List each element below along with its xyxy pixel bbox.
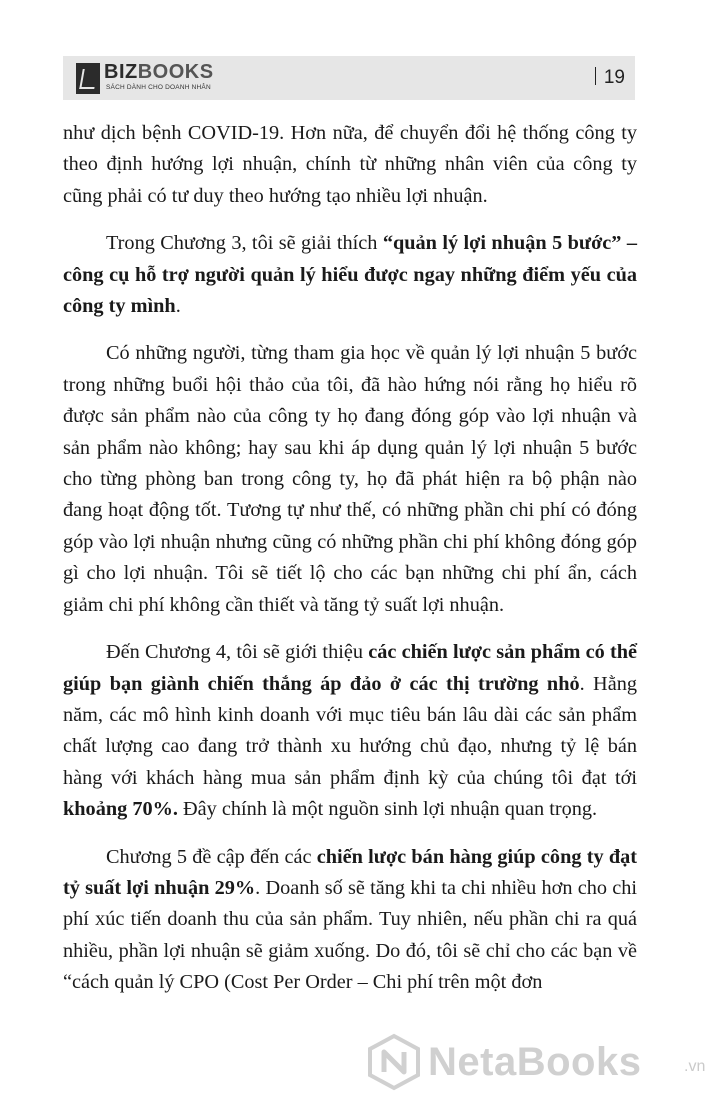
paragraph (63, 637, 637, 825)
text-run: Đến Chương 4, tôi sẽ giới thiệu (106, 641, 369, 664)
watermark-text: NetaBooks (428, 1040, 642, 1084)
paragraph (63, 228, 637, 322)
paragraph (63, 842, 637, 999)
text-run: . (175, 295, 181, 318)
page-number-divider (595, 67, 596, 85)
brand-name (104, 61, 214, 83)
bold-text: khoảng 70%. (63, 798, 178, 821)
netabooks-logo-icon (366, 1034, 422, 1090)
text-run: . Hằng năm, các mô hình kinh doanh với mục tiêu bán lâu dài các sản phẩm chất lượng cao đang trở thành xu hướng chủ đạo, nhưng tỷ lệ bán hàng với khách hàng mua sản phẩm định kỳ của chúng tôi đạt tới (63, 672, 637, 789)
bold-text: chiến lược bán hàng giúp công ty đạt tỷ suất lợi nhuận 29% (63, 845, 638, 899)
paragraph (63, 338, 637, 621)
text-run: Trong Chương 3, tôi sẽ giải thích (106, 232, 383, 255)
brand-tagline: SÁCH DÀNH CHO DOANH NHÂN (106, 84, 211, 91)
brand-biz: BIZ (104, 61, 138, 83)
text-run: . Doanh số sẽ tăng khi ta chi nhiều hơn cho chi phí xúc tiến doanh thu của sản phẩm. Tuy nhiên, nếu phần chi ra quá nhiều, phần lợi nhuận sẽ giảm xuống. Do đó, tôi sẽ chỉ cho các bạn về “cách quản lý CPO (Cost Per Order – Chi phí trên một đơn (63, 876, 637, 994)
page-number (595, 66, 625, 90)
text-run: như dịch bệnh COVID-19. Hơn nữa, để chuyển đổi hệ thống công ty theo định hướng lợi nhuận, chính từ những nhân viên của công ty cũng phải có tư duy theo hướng tạo nhiều lợi nhuận. (63, 122, 637, 207)
bold-text: “quản lý lợi nhuận 5 bước” – công cụ hỗ trợ người quản lý hiểu được ngay những điểm yếu của công ty mình (63, 232, 637, 318)
brand-books: BOOKS (137, 61, 214, 83)
page-header (63, 56, 635, 100)
paragraph (63, 118, 637, 212)
text-run: Đây chính là một nguồn sinh lợi nhuận quan trọng. (177, 798, 598, 821)
bold-text: các chiến lược sản phẩm có thể giúp bạn giành chiến thắng áp đảo ở các thị trường nhỏ (63, 641, 637, 695)
text-run: Chương 5 đề cập đến các (106, 845, 317, 868)
page-number-value: 19 (603, 67, 625, 88)
body-text (63, 118, 637, 1015)
text-run: Có những người, từng tham gia học về quản lý lợi nhuận 5 bước trong những buổi hội thảo của tôi, đã hào hứng nói rằng họ hiểu rõ được sản phẩm nào của công ty họ đang đóng góp vào lợi nhuận và sản phẩm nào không; hay sau khi áp dụng quản lý lợi nhuận 5 bước cho từng phòng ban trong công ty, họ đã phát hiện ra bộ phận nào đang hoạt động tốt. Tương tự như thế, có những phần chi phí có đóng góp vào lợi nhuận nhưng cũng có những phần chi phí không đóng góp gì cho lợi nhuận. Tôi sẽ tiết lộ cho các bạn những chi phí ẩn, cách giảm chi phí không cần thiết và tăng tỷ suất lợi nhuận. (63, 342, 637, 616)
watermark-suffix: .vn (684, 1058, 705, 1075)
bizbooks-logo-icon (76, 63, 100, 94)
